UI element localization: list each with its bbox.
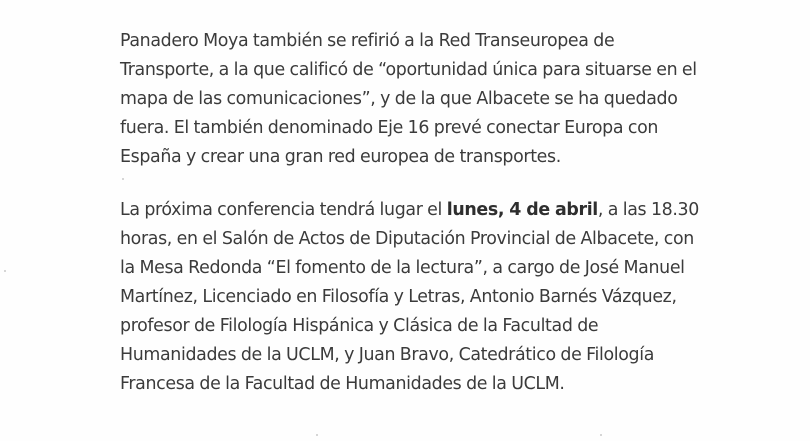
- text-line: Martínez, Licenciado en Filosofía y Letras, Antonio Barnés Vázquez,: [120, 287, 677, 307]
- conference-date: lunes, 4 de abril: [446, 200, 598, 220]
- paragraph-next-conference: [120, 196, 699, 399]
- text-line: Francesa de la Facultad de Humanidades de la UCLM.: [120, 374, 565, 394]
- text-line: [120, 196, 699, 225]
- scan-speck: [122, 178, 124, 180]
- text-line: Transporte, a la que calificó de “oportunidad única para situarse en el: [120, 60, 697, 80]
- text-run: La próxima conferencia tendrá lugar el: [120, 200, 447, 220]
- scan-speck: [600, 434, 602, 436]
- text-run: , a las 18.30: [597, 200, 699, 220]
- text-line: profesor de Filología Hispánica y Clásica de la Facultad de: [120, 316, 599, 336]
- paragraph-red-transeuropea: [120, 27, 697, 172]
- scan-speck: [4, 270, 6, 272]
- scan-speck: [316, 434, 318, 436]
- text-line: mapa de las comunicaciones”, y de la que Albacete se ha quedado: [120, 89, 678, 109]
- text-line: España y crear una gran red europea de transportes.: [120, 147, 561, 167]
- text-line: Panadero Moya también se refirió a la Red Transeuropea de: [120, 31, 615, 51]
- text-line: fuera. El también denominado Eje 16 prevé conectar Europa con: [120, 118, 659, 138]
- text-line: la Mesa Redonda “El fomento de la lectura”, a cargo de José Manuel: [120, 258, 685, 278]
- text-line: horas, en el Salón de Actos de Diputación Provincial de Albacete, con: [120, 229, 694, 249]
- text-line: Humanidades de la UCLM, y Juan Bravo, Catedrático de Filología: [120, 345, 655, 365]
